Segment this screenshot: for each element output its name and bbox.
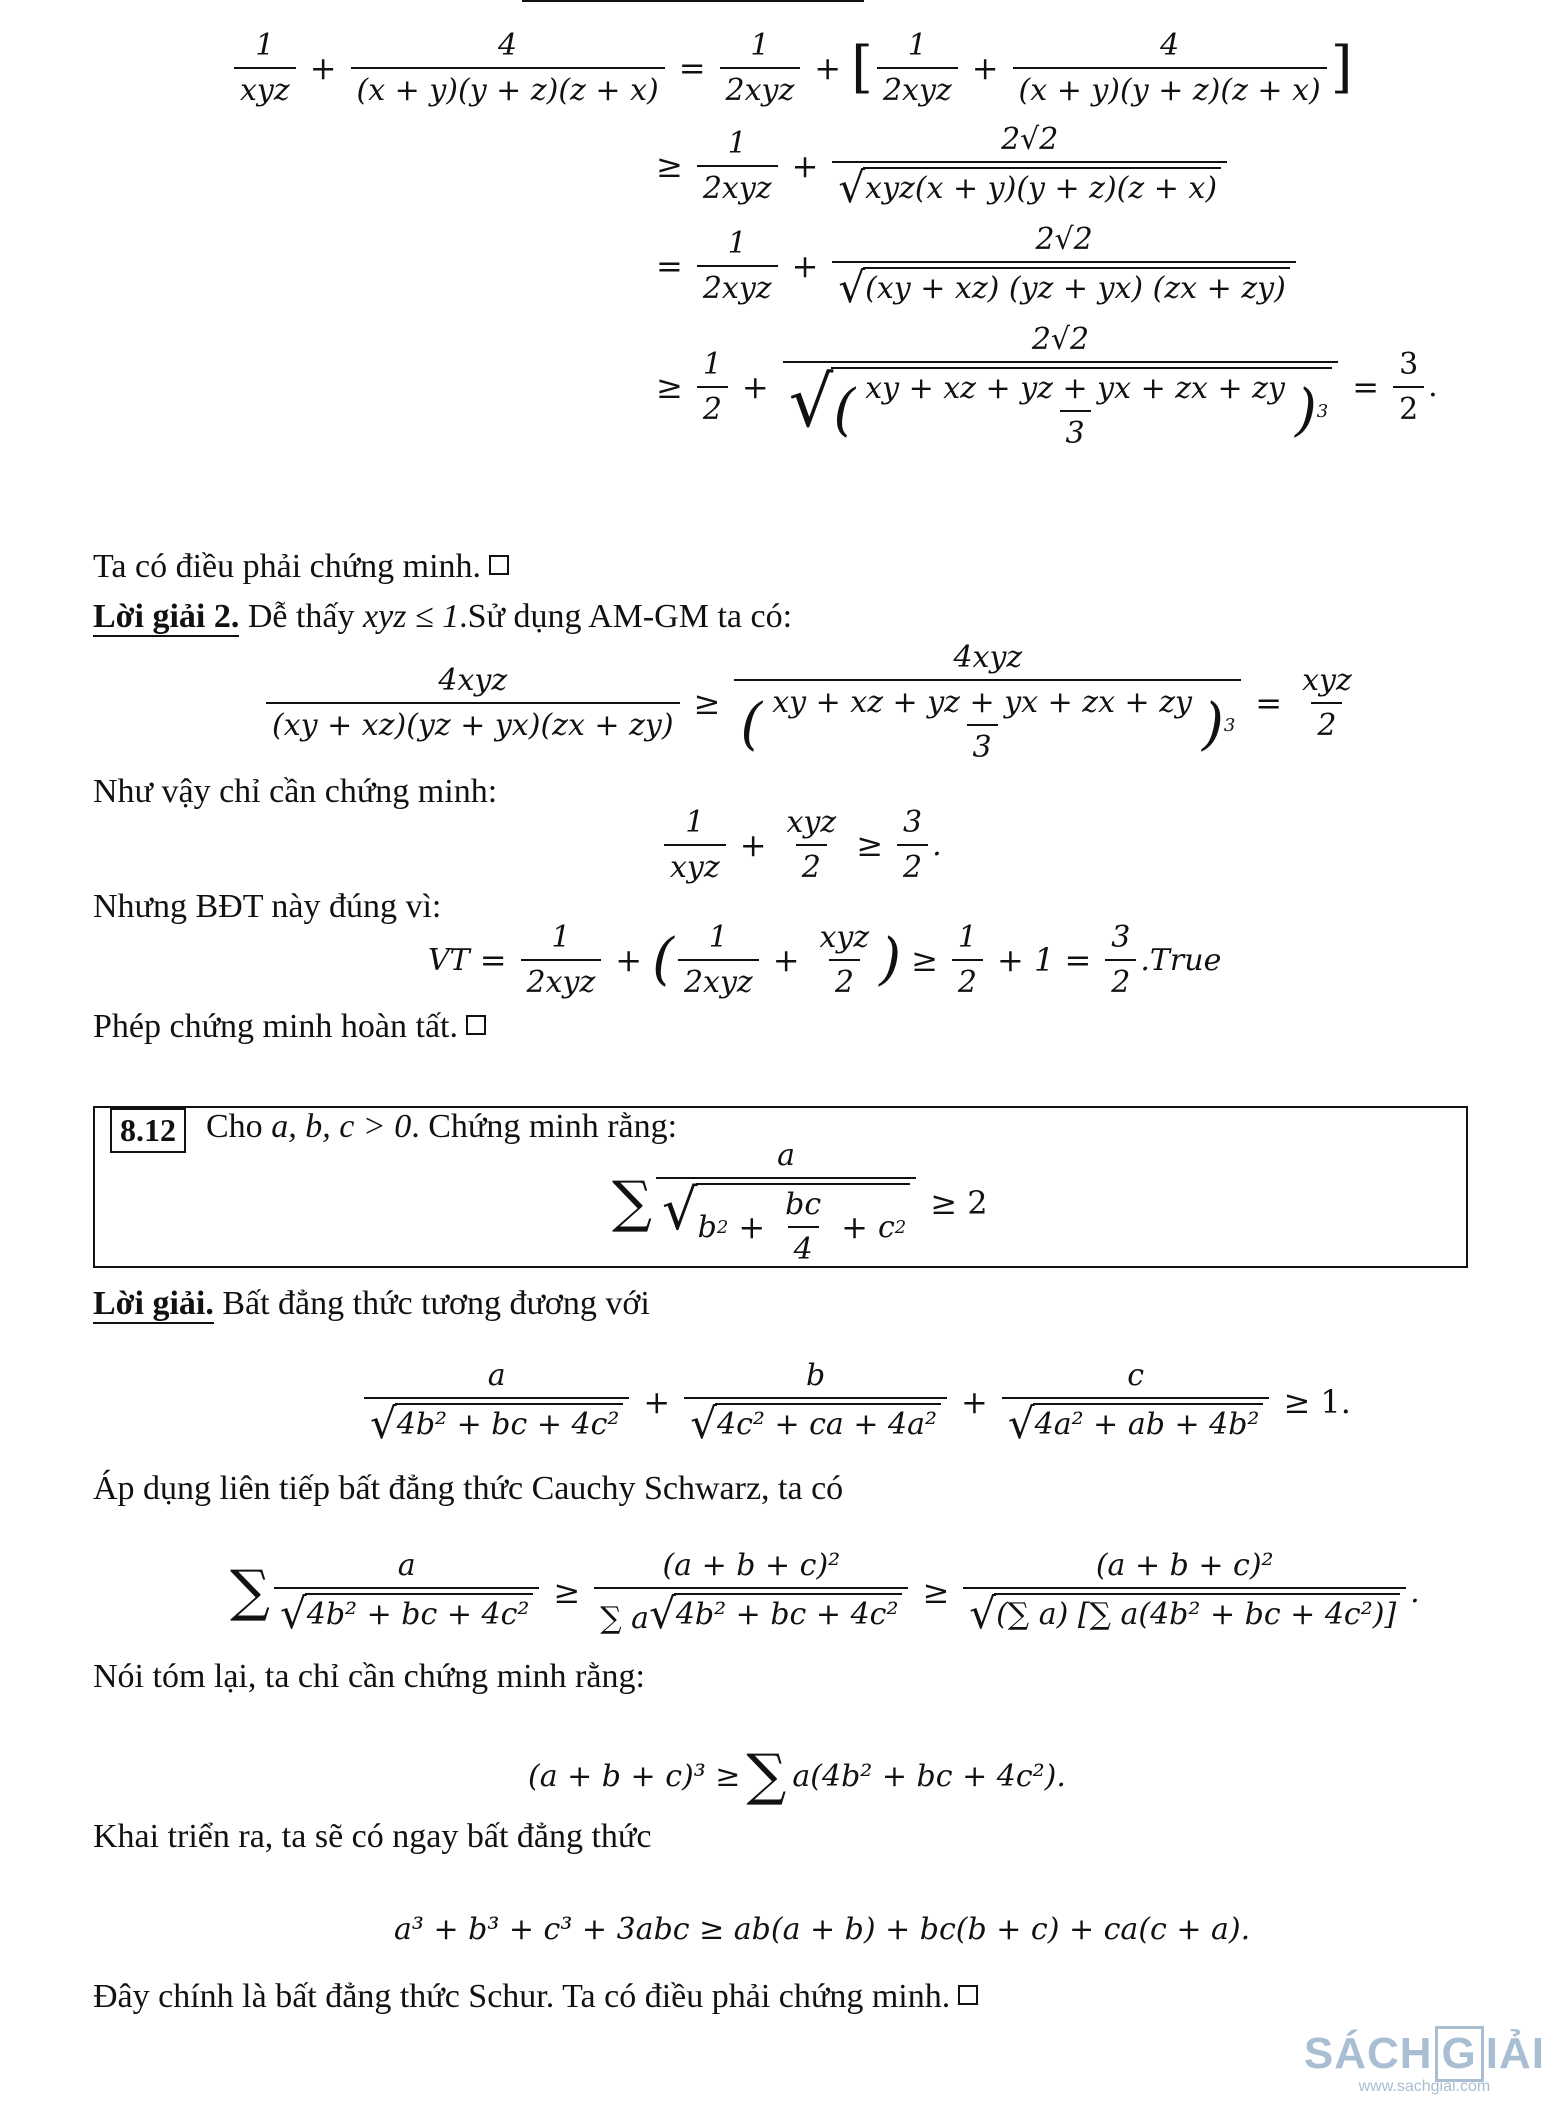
eq-line-1: $\frac{1}{\text{xyz}}$ + $\frac{4}{(x + y)(y + z)(z + x)}$ = $\frac{1}{\text{2xyz}}$ + [ $\frac{1}{\text{2xyz}}$ + $\frac{4}{(x + y)(y + z)(z + x)}$ ] xyxy=(230,28,1353,108)
watermark-logo: SÁCH G IẢI www.sachgiai.com xyxy=(1304,2026,1545,2096)
fraction: $\frac{4}{(x + y)(y + z)(z + x)}$ xyxy=(351,28,665,108)
cauchy-schwarz-inequality: ∑ a √ 4b² + bc + 4c² ≥ (a + b + c)² ∑ a √ 4b² + bc + 4c² ≥ (a + b + c)² √ (∑ a) [∑ a(4b² + bc + 4c²)] . xyxy=(230,1548,1420,1638)
vt-inequality: VT = $\frac{1}{\text{2xyz}}$ + ( $\frac{1}{\text{2xyz}}$ + $\frac{\text{xyz}}{2}$ ) ≥ $\frac{1}{2}$ + 1 = $\frac{3}{2}$ .True xyxy=(428,920,1222,1000)
but-statement: Nhưng BĐT này đúng vì: xyxy=(93,888,442,925)
qed-icon xyxy=(466,1015,486,1035)
problem-statement: Cho a, b, c > 0. Chứng minh rằng: xyxy=(206,1108,678,1145)
cauchy-schwarz-text: Áp dụng liên tiếp bất đẳng thức Cauchy Schwarz, ta có xyxy=(93,1470,844,1507)
eq-line-4: ≥ $\frac{1}{2}$ + 2√2 √ ( $\frac{xy + xz + yz + yx + zx + zy}{3}$ ) 3 = $\frac{3}{2}$ . xyxy=(656,322,1438,451)
eq-line-2: ≥ $\frac{1}{\text{2xyz}}$ + 2√2 √ xyz(x + y)(y + z)(z + x) xyxy=(646,122,1231,210)
equivalent-inequality: a √ 4b² + bc + 4c² + b √ 4c² + ca + 4a² + c √ 4a² + ab + 4b² ≥ 1. xyxy=(360,1358,1361,1446)
solution-2-intro: Lời giải 2. Dễ thấy xyz ≤ 1.Sử dụng AM-GM ta có: xyxy=(93,598,793,635)
solution-heading: Lời giải. xyxy=(93,1285,214,1322)
eq-line-3: = $\frac{1}{\text{2xyz}}$ + 2√2 √ (xy + xz) (yz + yx) (zx + zy) xyxy=(646,222,1300,310)
proof-conclusion: Ta có điều phải chứng minh. xyxy=(93,548,509,586)
expand-text: Khai triển ra, ta sẽ có ngay bất đẳng thức xyxy=(93,1818,652,1855)
final-conclusion: Đây chính là bất đẳng thức Schur. Ta có điều phải chứng minh. xyxy=(93,1978,978,2016)
am-gm-inequality: $\frac{\text{4xyz}}{(xy + xz)(yz + yx)(zx + zy)}$ ≥ 4xyz ( $\frac{xy + xz + yz + yx + zx + zy}{3}$ ) 3 = $\frac{\text{xyz}}{2}$ xyxy=(262,640,1362,765)
summary-text: Nói tóm lại, ta chỉ cần chứng minh rằng: xyxy=(93,1658,645,1695)
fraction: $\frac{1}{\text{2xyz}}$ xyxy=(877,28,958,108)
need-to-prove: Như vậy chỉ cần chứng minh: xyxy=(93,773,498,810)
top-rule xyxy=(522,0,864,2)
problem-number: 8.12 xyxy=(110,1108,186,1153)
schur-inequality: a³ + b³ + c³ + 3abc ≥ ab(a + b) + bc(b + c) + ca(c + a). xyxy=(394,1912,1251,1947)
solution-intro: Lời giải. Bất đẳng thức tương đương với xyxy=(93,1285,650,1322)
watermark-url: www.sachgiai.com xyxy=(1358,2078,1491,2095)
fraction: $\frac{1}{\text{xyz}}$ xyxy=(234,28,296,108)
solution-heading: Lời giải 2. xyxy=(93,598,240,635)
fraction: $\frac{4}{(x + y)(y + z)(z + x)}$ xyxy=(1013,28,1327,108)
qed-icon xyxy=(958,1985,978,2005)
problem-inequality: ∑ a √ b 2 + $\frac{bc}{4}$ + c 2 ≥ 2 xyxy=(612,1138,988,1267)
fraction: $\frac{1}{\text{2xyz}}$ xyxy=(720,28,801,108)
qed-icon xyxy=(489,555,509,575)
reduced-inequality: $\frac{1}{\text{xyz}}$ + $\frac{\text{xyz}}{2}$ ≥ $\frac{3}{2}$ . xyxy=(660,805,942,885)
reduced-target-inequality: (a + b + c)³ ≥ ∑ a(4b² + bc + 4c²). xyxy=(528,1743,1066,1808)
proof-done: Phép chứng minh hoàn tất. xyxy=(93,1008,486,1046)
